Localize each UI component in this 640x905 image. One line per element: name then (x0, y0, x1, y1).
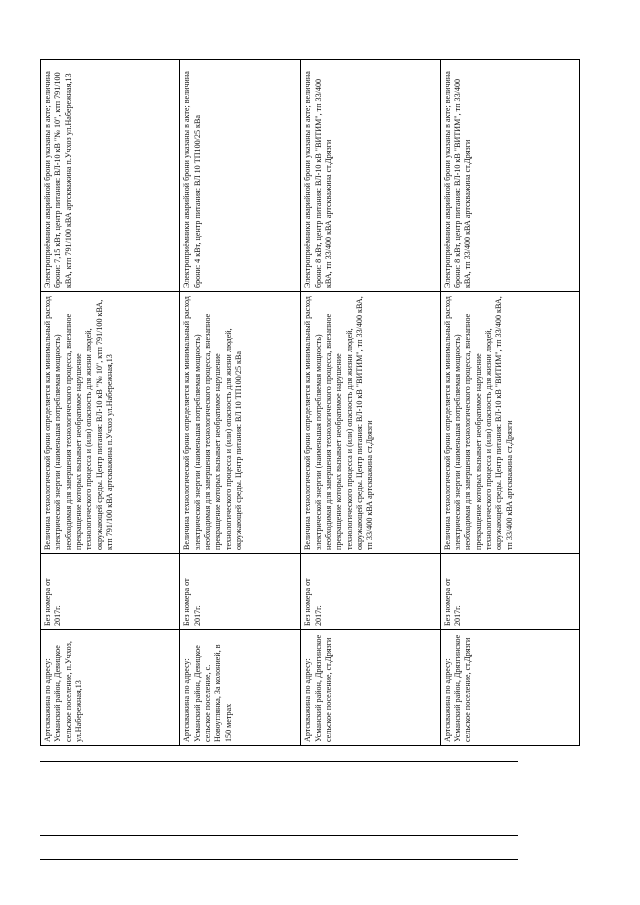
table-row (180, 60, 301, 746)
tech-reserve-cell: Величина технологической брони определяется как минимальный расход электрической энергии (наименьшая потребляемая мощность) необходимая для завершения технологического процесса, внезапное прекращение которых вызывает необратимое нарушение технологического процесса и (или) опасность для жизни людей, окружающей среды. Центр питания: ВЛ-10 кВ "ВИТИМ", тп 33/400 кВА, тп 33/400 кВА артскважина ст.Дрязги (440, 292, 579, 554)
object-cell: Артскважина по адресу: Усманский район, Дрязгинское сельское поселение, ст.Дрязги (301, 630, 440, 746)
tech-reserve-cell: Величина технологической брони определяется как минимальный расход электрической энергии (наименьшая потребляемая мощность) необходимая для завершения технологического процесса, внезапное прекращение которых вызывает необратимое нарушение технологического процесса и (или) опасность для жизни людей, окружающей среды. Центр питания: ВЛ-10 кВ "ВИТИМ", тп 33/400 кВА, тп 33/400 кВА артскважина ст.Дрязги (301, 292, 440, 554)
emergency-reserve-cell: Электроприёмники аварийной брони указаны в акте; величина брони: 8 кВт, центр питания: ВЛ-10 кВ "ВИТИМ", тп 33/400 кВА, тп 33/400 кВА артскважина ст.Дрязги (301, 60, 440, 292)
emergency-reserve-cell: Электроприёмники аварийной брони указаны в акте; величина брони: 4 кВт, центр питания: ВЛ 10 ТП100/25 кВа (180, 60, 301, 292)
table-row (41, 60, 180, 746)
emergency-reserve-cell: Электроприёмники аварийной брони указаны в акте; величина брони: 7,15 кВт, центр питания: ВЛ-10 кВ "№ 10", ктп 791/100 кВА, ктп 791/100 кВА артскважина п.Учхоз ул.Набережная,13 (41, 60, 180, 292)
table-row (301, 60, 440, 746)
number-cell: Без номера от 2017г. (180, 554, 301, 630)
number-cell: Без номера от 2017г. (41, 554, 180, 630)
rotated-page (40, 60, 580, 746)
divider-line (40, 761, 518, 762)
emergency-reserve-cell: Электроприёмники аварийной брони указаны в акте; величина брони: 8 кВт, центр питания: ВЛ-10 кВ "ВИТИМ", тп 33/400 кВА, тп 33/400 кВА артскважина ст.Дрязги (440, 60, 579, 292)
tech-reserve-cell: Величина технологической брони определяется как минимальный расход электрической энергии (наименьшая потребляемая мощность) необходимая для завершения технологического процесса, внезапное прекращение которых вызывает необратимое нарушение технологического процесса и (или) опасность для жизни людей, окружающей среды. Центр питания: ВЛ 10 ТП100/25 кВа (180, 292, 301, 554)
number-cell: Без номера от 2017г. (440, 554, 579, 630)
number-cell: Без номера от 2017г. (301, 554, 440, 630)
reserve-table (40, 59, 580, 746)
tech-reserve-cell: Величина технологической брони определяется как минимальный расход электрической энергии (наименьшая потребляемая мощность) необходимая для завершения технологического процесса, внезапное прекращение которых вызывает необратимое нарушение технологического процесса и (или) опасность для жизни людей, окружающей среды. Центр питания: ВЛ-10 кВ "№ 10", ктп 791/100 кВА, ктп 791/100 кВА артскважина п.Учхоз ул.Набережная,13 (41, 292, 180, 554)
table-container (40, 60, 580, 746)
object-cell: Артскважина по адресу: Усманский район, Дрязгинское сельское поселение, ст.Дрязги (440, 630, 579, 746)
object-cell: Артскважина по адресу: Усманский район, Девицкое сельское поселение, с. Новоуглянка, За колонией, в 150 метрах (180, 630, 301, 746)
object-cell: Артскважина по адресу: Усманский район, Девицкое сельское поселение, п.Учхоз, ул.Набережная,13 (41, 630, 180, 746)
divider-line (40, 835, 518, 836)
table-row (440, 60, 579, 746)
divider-line (40, 859, 518, 860)
